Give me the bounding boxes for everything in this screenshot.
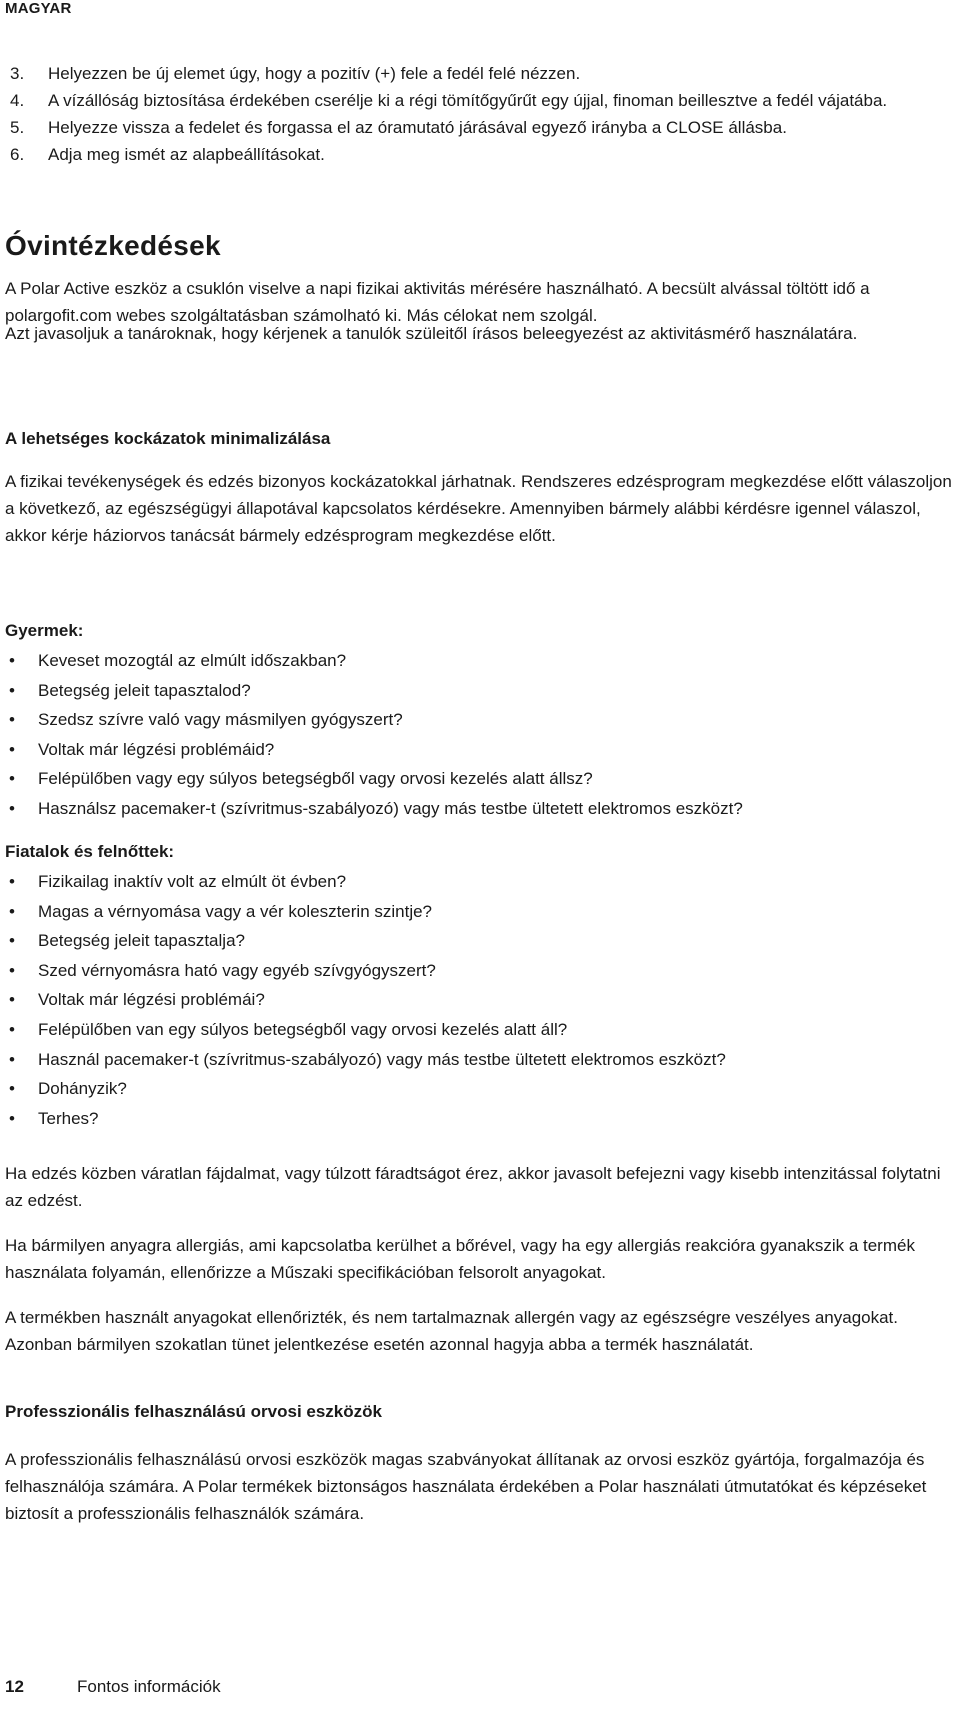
question-text: Terhes?: [38, 1108, 99, 1128]
bullet: •: [9, 990, 15, 1010]
adults-heading: Fiatalok és felnőttek:: [5, 842, 175, 861]
question-text: Használ pacemaker-t (szívritmus-szabályozó) vagy más testbe ültetett elektromos eszközt?: [38, 1049, 726, 1069]
list-item: [5, 1104, 955, 1134]
list-item: [5, 1074, 955, 1104]
step-text: Helyezzen be új elemet úgy, hogy a pozitív (+) fele a fedél felé nézzen.: [48, 64, 581, 83]
adult-questions: [5, 867, 955, 1133]
question-text: Betegség jeleit tapasztalod?: [38, 680, 251, 700]
list-item: [5, 897, 955, 927]
bullet: •: [9, 931, 15, 951]
language-label: MAGYAR: [5, 0, 72, 17]
list-item: [5, 1015, 955, 1045]
question-text: Magas a vérnyomása vagy a vér koleszterin szintje?: [38, 901, 433, 921]
bullet: •: [9, 710, 15, 730]
list-item: [5, 867, 955, 897]
steps-list: [10, 60, 950, 168]
page-footer: [5, 1677, 221, 1697]
children-heading: Gyermek:: [5, 621, 84, 640]
risk-paragraph: A fizikai tevékenységek és edzés bizonyos kockázatokkal járhatnak. Rendszeres edzésprogram megkezdése előtt válaszoljon a következő, az egészségügyi állapotával kapcsolatos kérdésekre. Amennyiben bármely alábbi kérdésre igennel válaszol, akkor kérje háziorvos tanácsát bármely edzésprogram megkezdése előtt.: [5, 472, 952, 545]
materials-paragraph: A termékben használt anyagokat ellenőrizték, és nem tartalmaznak allergén vagy az egészségre veszélyes anyagokat. Azonban bármilyen szokatlan tünet jelentkezése esetén azonnal hagyja abba a termék használatát.: [5, 1308, 898, 1354]
question-text: Voltak már légzési problémáid?: [38, 739, 275, 759]
list-item: [5, 705, 955, 735]
intro-paragraph: A Polar Active eszköz a csuklón viselve a napi fizikai aktivitás mérésére használható. A becsült alvással töltött idő a polargofit.com webes szolgáltatásban számolható ki. Más célokat nem szolgál.: [5, 279, 870, 325]
question-text: Szedsz szívre való vagy másmilyen gyógyszert?: [38, 710, 403, 730]
list-item: [5, 794, 955, 824]
bullet: •: [9, 1108, 15, 1128]
question-text: Szed vérnyomásra ható vagy egyéb szívgyógyszert?: [38, 960, 436, 980]
question-text: Felépülőben vagy egy súlyos betegségből vagy orvosi kezelés alatt állsz?: [38, 769, 593, 789]
question-text: Voltak már légzési problémái?: [38, 990, 265, 1010]
footer-label: Fontos információk: [77, 1677, 221, 1696]
list-item: [5, 956, 955, 986]
list-item: [5, 985, 955, 1015]
bullet: •: [9, 769, 15, 789]
risk-heading: A lehetséges kockázatok minimalizálása: [5, 429, 331, 448]
step-number: 3.: [10, 64, 25, 83]
question-text: Dohányzik?: [38, 1079, 127, 1099]
bullet: •: [9, 1079, 15, 1099]
step-number: 5.: [10, 118, 25, 137]
children-questions: [5, 646, 955, 824]
bullet: •: [9, 872, 15, 891]
question-text: Felépülőben van egy súlyos betegségből vagy orvosi kezelés alatt áll?: [38, 1019, 568, 1039]
list-item: [5, 764, 955, 794]
list-item: [5, 1045, 955, 1075]
list-item: [5, 646, 955, 676]
exercise-paragraph: Ha edzés közben váratlan fájdalmat, vagy túlzott fáradtságot érez, akkor javasolt befejezni vagy kisebb intenzitással folytatni az edzést.: [5, 1164, 941, 1210]
bullet: •: [9, 680, 15, 700]
step-number: 4.: [10, 91, 25, 110]
teacher-paragraph: Azt javasoljuk a tanároknak, hogy kérjenek a tanulók szüleitől írásos beleegyezést az aktivitásmérő használatára.: [5, 324, 858, 343]
step-text: Helyezze vissza a fedelet és forgassa el az óramutató járásával egyező irányba a CLOSE állásba.: [48, 118, 787, 137]
allergy-paragraph: Ha bármilyen anyagra allergiás, ami kapcsolatba kerülhet a bőrével, vagy ha egy allergiás reakcióra gyanakszik a termék használata folyamán, ellenőrizze a Műszaki specifikációban felsorolt anyagokat.: [5, 1236, 915, 1282]
page-number: 12: [5, 1677, 24, 1696]
bullet: •: [9, 901, 15, 921]
step-text: A vízállóság biztosítása érdekében cserélje ki a régi tömítőgyűrűt egy újjal, finoman beillesztve a fedél vájatába.: [48, 91, 888, 110]
section-title: Óvintézkedések: [5, 230, 221, 261]
list-item: [5, 735, 955, 765]
bullet: •: [9, 798, 15, 818]
list-item: [5, 926, 955, 956]
step-item: [10, 60, 950, 87]
step-item: [10, 141, 950, 168]
question-text: Betegség jeleit tapasztalja?: [38, 931, 245, 951]
bullet: •: [9, 739, 15, 759]
question-text: Keveset mozogtál az elmúlt időszakban?: [38, 651, 347, 670]
question-text: Használsz pacemaker-t (szívritmus-szabályozó) vagy más testbe ültetett elektromos eszközt?: [38, 798, 743, 818]
bullet: •: [9, 651, 15, 670]
step-item: [10, 87, 950, 114]
pro-devices-paragraph: A professzionális felhasználású orvosi eszközök magas szabványokat állítanak az orvosi eszköz gyártója, forgalmazója és felhasználója számára. A Polar termékek biztonságos használata érdekében a Polar használati útmutatókat és képzéseket biztosít a professzionális felhasználók számára.: [5, 1450, 927, 1523]
step-text: Adja meg ismét az alapbeállításokat.: [48, 145, 325, 164]
bullet: •: [9, 960, 15, 980]
step-number: 6.: [10, 145, 25, 164]
bullet: •: [9, 1019, 15, 1039]
step-item: [10, 114, 950, 141]
bullet: •: [9, 1049, 15, 1069]
question-text: Fizikailag inaktív volt az elmúlt öt évben?: [38, 872, 347, 891]
list-item: [5, 676, 955, 706]
pro-devices-heading: Professzionális felhasználású orvosi eszközök: [5, 1402, 382, 1421]
